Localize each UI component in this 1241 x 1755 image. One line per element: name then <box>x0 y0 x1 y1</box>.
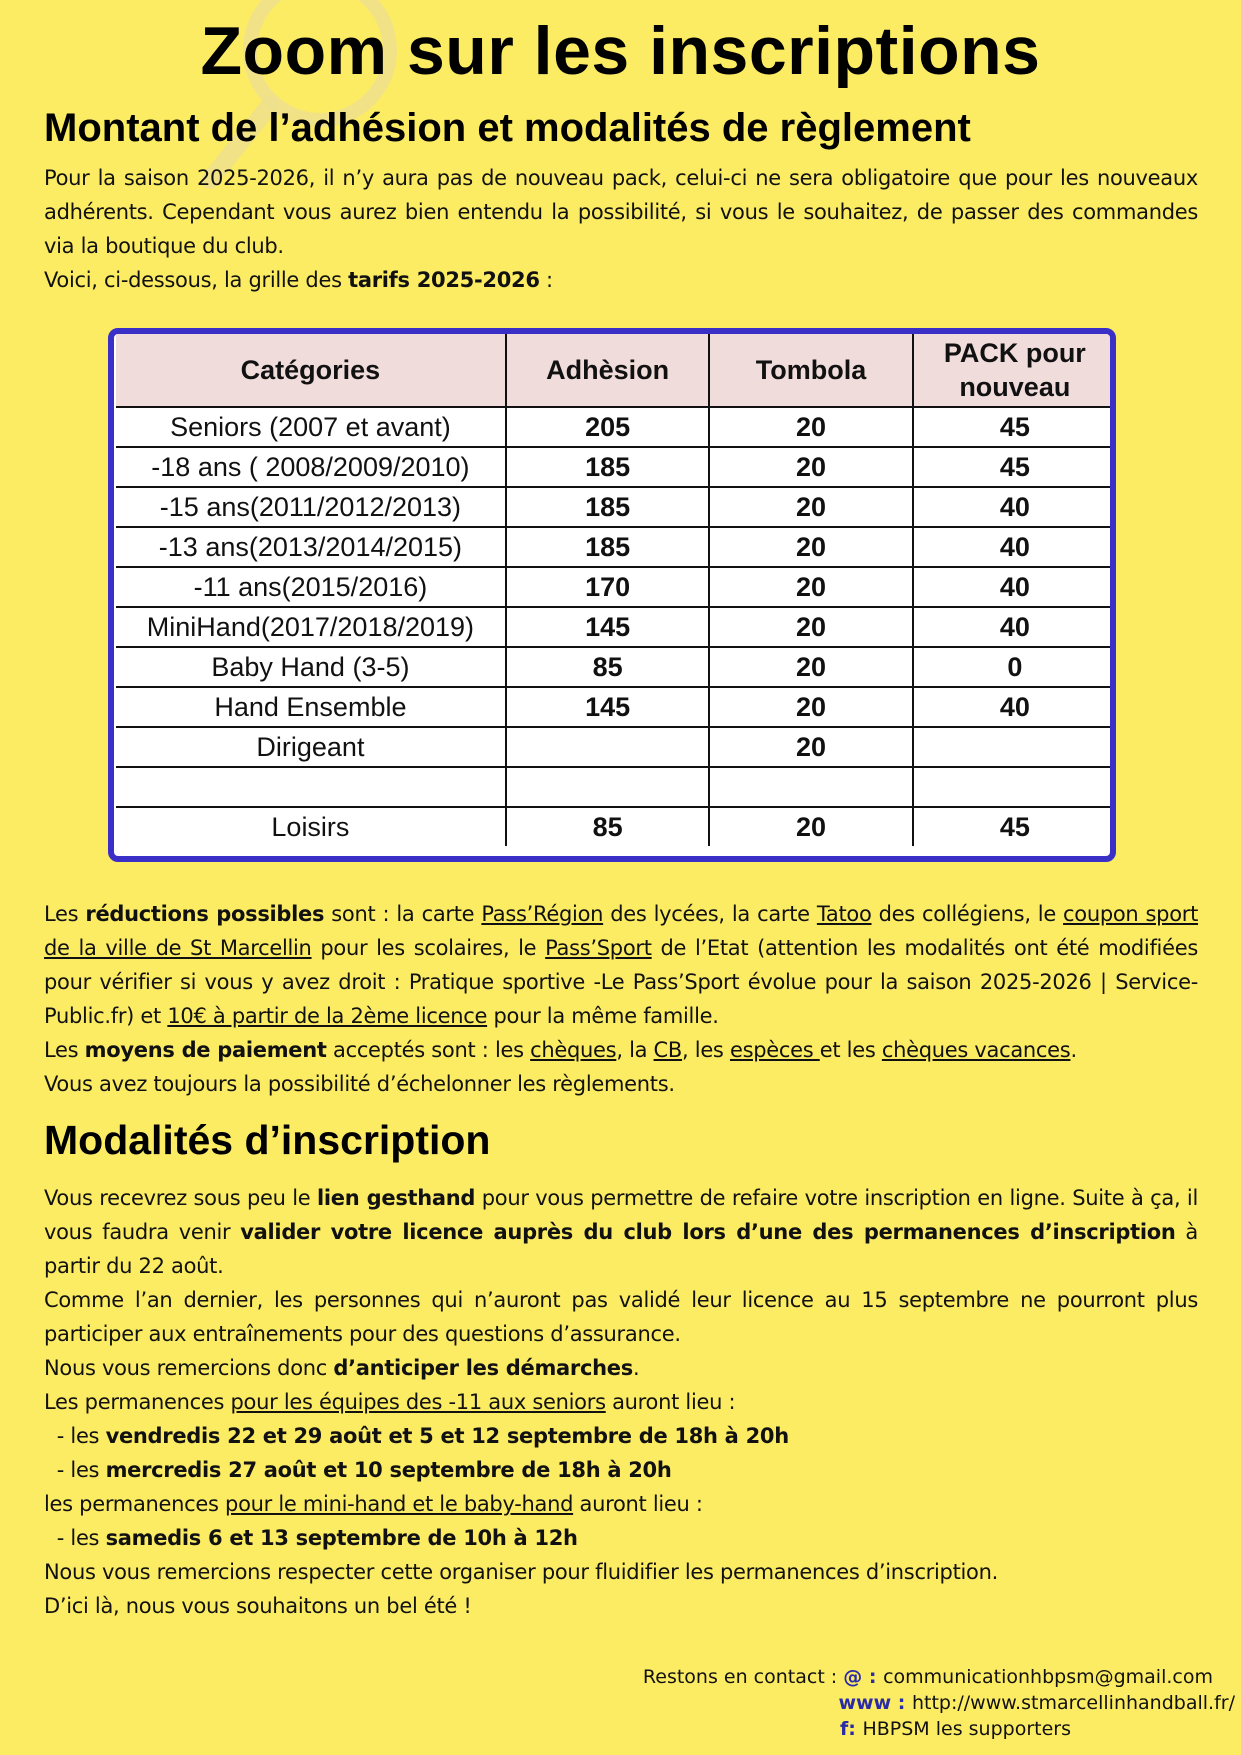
text-run: Nous vous remercions donc <box>44 1356 334 1380</box>
text-run: les permanences <box>44 1492 226 1516</box>
gesthand-text <box>44 1181 1198 1283</box>
cell-adhesion: 185 <box>506 447 710 487</box>
contact-email[interactable]: communicationhbpsm@gmail.com <box>883 1666 1213 1688</box>
text-run: des lycées, la carte <box>603 902 817 926</box>
cell-category: MiniHand(2017/2018/2019) <box>116 607 506 647</box>
cell-adhesion: 185 <box>506 527 710 567</box>
intro-text: Pour la saison 2025-2026, il n’y aura pas de nouveau pack, celui-ci ne sera obligatoire que pour les nouveaux adhérents. Cependant vous aurez bien entendu la possibilité, si vous le souhaitez, de passer des commandes via la boutique du club. <box>44 166 1198 258</box>
cell-adhesion: 85 <box>506 807 710 846</box>
text-run: . <box>632 1356 640 1380</box>
grid-intro-line <box>44 263 1198 297</box>
tatoo-link[interactable]: Tatoo <box>816 902 872 926</box>
permanence-saturday <box>44 1521 1198 1555</box>
cell-tombola <box>709 767 912 807</box>
contact-website[interactable]: http://www.stmarcellinhandball.fr/ <box>911 1692 1235 1714</box>
permanence-friday <box>44 1419 1198 1453</box>
grid-intro-suffix: : <box>539 268 553 292</box>
reductions-paragraph <box>44 897 1198 1101</box>
cell-category: Hand Ensemble <box>116 687 506 727</box>
cell-tombola: 20 <box>709 607 912 647</box>
cell-category: -18 ans ( 2008/2009/2010) <box>116 447 506 487</box>
bold-run: mercredis 27 août et 10 septembre de 18h à 20h <box>105 1458 672 1482</box>
cell-tombola: 20 <box>709 647 912 687</box>
cell-tombola: 20 <box>709 807 912 846</box>
text-run: - les <box>44 1424 106 1448</box>
underline-run: pour le mini-hand et le baby-hand <box>225 1492 574 1516</box>
text-run: Les <box>44 1038 85 1062</box>
text-run: auront lieu : <box>573 1492 703 1516</box>
permanences-seniors-intro <box>44 1385 1198 1419</box>
text-run: sont : la carte <box>324 902 482 926</box>
cell-category: Dirigeant <box>116 727 506 767</box>
contact-facebook-line <box>840 1718 1071 1740</box>
cell-tombola: 20 <box>709 487 912 527</box>
payment-cheques: chèques <box>530 1038 617 1062</box>
text-run: pour la même famille. <box>487 1004 719 1028</box>
table-row <box>116 727 1116 767</box>
text-run: Vous recevrez sous peu le <box>44 1186 318 1210</box>
text-run: à partir du 22 août. <box>44 1220 1198 1278</box>
col-header-tombola: Tombola <box>709 334 912 407</box>
payment-cheques-vacances: chèques vacances <box>881 1038 1071 1062</box>
cell-pack: 45 <box>913 807 1116 846</box>
payment-text <box>44 1033 1198 1067</box>
text-run: - les <box>44 1458 106 1482</box>
cell-tombola: 20 <box>709 447 912 487</box>
contact-email-line <box>643 1666 1213 1688</box>
table-row <box>116 767 1116 807</box>
tariff-table <box>116 334 1116 846</box>
cell-pack: 40 <box>913 487 1116 527</box>
inscription-paragraph <box>44 1181 1198 1623</box>
bold-run: d’anticiper les démarches <box>333 1356 633 1380</box>
table-row <box>116 447 1116 487</box>
col-header-adhesion: Adhèsion <box>506 334 710 407</box>
cell-tombola: 20 <box>709 727 912 767</box>
second-licence-discount: 10€ à partir de la 2ème licence <box>167 1004 488 1028</box>
tariff-table-frame <box>108 328 1116 862</box>
table-header-row <box>116 334 1116 407</box>
underline-run: pour les équipes des -11 aux seniors <box>230 1390 606 1414</box>
cell-pack: 40 <box>913 687 1116 727</box>
cell-adhesion: 170 <box>506 567 710 607</box>
cell-pack: 40 <box>913 607 1116 647</box>
text-run: de l’Etat (attention les modalités ont été modifiées pour vérifier si vous y avez droit : Pratique sportive -Le Pass’Sport évolue pour la saison 2025-2026 | Service-Public.fr) et <box>44 936 1198 1028</box>
text-run: auront lieu : <box>605 1390 736 1414</box>
text-run: Les permanences <box>44 1390 231 1414</box>
assurance-text: Comme l’an dernier, les personnes qui n’auront pas validé leur licence au 15 septembre ne pourront plus participer aux entraînements pour des questions d’assurance. <box>44 1288 1198 1346</box>
cell-pack: 45 <box>913 407 1116 447</box>
grid-intro-bold: tarifs 2025-2026 <box>348 268 540 292</box>
coupon-sport-link[interactable]: coupon sport de la ville de St Marcellin <box>44 902 1199 960</box>
col-header-pack: PACK pour nouveau <box>913 334 1116 407</box>
col-header-categories: Catégories <box>116 334 506 407</box>
pass-region-link[interactable]: Pass’Région <box>481 902 604 926</box>
bold-run: réductions possibles <box>85 902 325 926</box>
section-heading-adhesion: Montant de l’adhésion et modalités de règlement <box>44 106 971 150</box>
text-run: . <box>1070 1038 1077 1062</box>
bold-run: vendredis 22 et 29 août et 5 et 12 septembre de 18h à 20h <box>105 1424 789 1448</box>
contact-label: Restons en contact : <box>642 1666 844 1688</box>
cell-tombola: 20 <box>709 567 912 607</box>
cell-pack: 45 <box>913 447 1116 487</box>
cell-category: Baby Hand (3-5) <box>116 647 506 687</box>
facebook-icon: f: <box>839 1718 863 1740</box>
text-run: , la <box>616 1038 654 1062</box>
cell-tombola: 20 <box>709 527 912 567</box>
cell-adhesion: 145 <box>506 607 710 647</box>
at-icon: @ : <box>843 1666 884 1688</box>
cell-adhesion <box>506 767 710 807</box>
table-row <box>116 687 1116 727</box>
text-run: et les <box>819 1038 882 1062</box>
text-run: - les <box>44 1526 106 1550</box>
text-run: Les <box>44 902 86 926</box>
bold-run: samedis 6 et 13 septembre de 10h à 12h <box>105 1526 578 1550</box>
cell-pack <box>913 767 1116 807</box>
cell-adhesion <box>506 727 710 767</box>
cell-adhesion: 145 <box>506 687 710 727</box>
cell-category: Loisirs <box>116 807 506 846</box>
table-row <box>116 807 1116 846</box>
text-run: des collégiens, le <box>871 902 1064 926</box>
reductions-text <box>44 897 1198 1033</box>
installments-text: Vous avez toujours la possibilité d’échelonner les règlements. <box>44 1072 675 1096</box>
cell-pack <box>913 727 1116 767</box>
farewell-text: D’ici là, nous vous souhaitons un bel été ! <box>44 1594 472 1618</box>
permanence-wednesday <box>44 1453 1198 1487</box>
cell-category: Seniors (2007 et avant) <box>116 407 506 447</box>
cell-adhesion: 185 <box>506 487 710 527</box>
cell-category: -11 ans(2015/2016) <box>116 567 506 607</box>
www-icon: www : <box>838 1692 912 1714</box>
contact-web-line <box>838 1692 1235 1714</box>
text-run: , les <box>682 1038 730 1062</box>
table-row <box>116 647 1116 687</box>
text-run: acceptés sont : les <box>326 1038 531 1062</box>
cell-category <box>116 767 506 807</box>
table-row <box>116 607 1116 647</box>
page-title: Zoom sur les inscriptions <box>200 13 1041 89</box>
cell-adhesion: 205 <box>506 407 710 447</box>
table-row <box>116 487 1116 527</box>
cell-tombola: 20 <box>709 687 912 727</box>
pass-sport-link[interactable]: Pass’Sport <box>545 936 652 960</box>
contact-facebook[interactable]: HBPSM les supporters <box>862 1718 1071 1740</box>
table-row <box>116 567 1116 607</box>
text-run: pour vous permettre de refaire votre inscription en ligne. Suite à ça, il vous faudra venir <box>44 1186 1198 1244</box>
intro-paragraph <box>44 161 1198 297</box>
cell-category: -13 ans(2013/2014/2015) <box>116 527 506 567</box>
cell-pack: 0 <box>913 647 1116 687</box>
cell-pack: 40 <box>913 567 1116 607</box>
section-heading-inscription: Modalités d’inscription <box>44 1117 491 1163</box>
table-row <box>116 527 1116 567</box>
bold-run: lien gesthand <box>317 1186 476 1210</box>
cell-adhesion: 85 <box>506 647 710 687</box>
bold-run: moyens de paiement <box>84 1038 327 1062</box>
table-body <box>116 407 1116 846</box>
grid-intro-prefix: Voici, ci-dessous, la grille des <box>44 268 349 292</box>
cell-tombola: 20 <box>709 407 912 447</box>
table-row <box>116 407 1116 447</box>
payment-especes: espèces <box>729 1038 820 1062</box>
permanences-minihand-intro <box>44 1487 1198 1521</box>
text-run: pour les scolaires, le <box>311 936 546 960</box>
cell-pack: 40 <box>913 527 1116 567</box>
bold-run: valider votre licence auprès du club lors d’une des permanences d’inscription <box>240 1220 1176 1244</box>
cell-category: -15 ans(2011/2012/2013) <box>116 487 506 527</box>
anticipate-text <box>44 1351 1198 1385</box>
payment-cb: CB <box>653 1038 683 1062</box>
respect-organisation-text: Nous vous remercions respecter cette organiser pour fluidifier les permanences d’inscription. <box>44 1560 998 1584</box>
